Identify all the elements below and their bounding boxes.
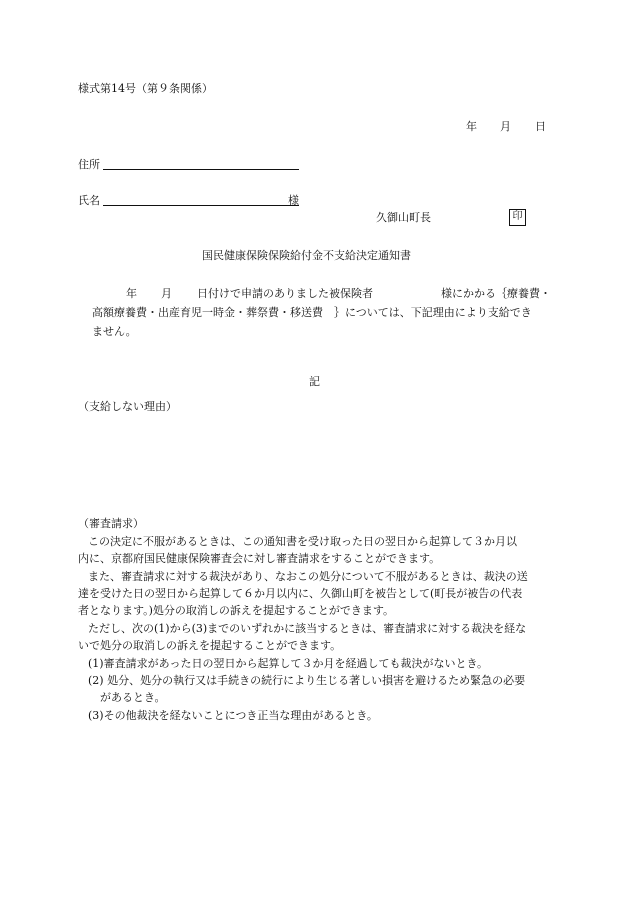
form-number: 様式第14号（第９条関係） [78, 82, 213, 95]
body-applied: 日付けで申請のありました被保険者 [197, 287, 373, 300]
body-month: 月 [161, 287, 172, 300]
appeal-item-1: (1)審査請求があった日の翌日から起算して３か月を経過しても裁決がないとき。 [88, 657, 489, 670]
appeal-item-2-cont: があるとき。 [100, 691, 166, 704]
body-year: 年 [126, 287, 137, 300]
address-underline [103, 169, 299, 170]
date-day: 日 [535, 120, 546, 133]
appeal-line: 内に、京都府国民健康保険審査会に対し審査請求をすることができます。 [78, 552, 441, 565]
document-title: 国民健康保険保険給付金不支給決定通知書 [202, 249, 411, 262]
appeal-line: この決定に不服があるときは、この通知書を受け取った日の翌日から起算して３か月以 [88, 535, 517, 548]
name-underline [103, 205, 299, 206]
appeal-heading: （審査請求） [78, 517, 144, 530]
address-label: 住所 [78, 158, 100, 171]
seal-stamp [509, 209, 526, 226]
name-label: 氏名 [78, 194, 100, 207]
appeal-line: いで処分の取消しの訴えを提起することができます。 [78, 639, 342, 652]
date-year: 年 [466, 120, 477, 133]
appeal-line: 達を受けた日の翌日から起算して６か月以内に、久御山町を被告として(町長が被告の代表 [78, 587, 523, 600]
appeal-line: また、審査請求に対する裁決があり、なおこの処分について不服があるときは、裁決の送 [88, 570, 528, 583]
appeal-item-3: (3)その他裁決を経ないことにつき正当な理由があるとき。 [88, 709, 378, 722]
appeal-line: ただし、次の(1)から(3)までのいずれかに該当するときは、審査請求に対する裁決を経な [88, 622, 527, 635]
ki-heading: 記 [309, 375, 320, 388]
body-line-3: ません。 [92, 325, 137, 338]
date-month: 月 [500, 120, 511, 133]
body-sama: 様にかかる｛療養費・ [441, 287, 551, 300]
name-suffix: 様 [288, 194, 299, 207]
body-line-2: 高額療養費・出産育児一時金・葬祭費・移送費 ｝については、下記理由により支給でき [92, 306, 532, 319]
appeal-line: 者となります。)処分の取消しの訴えを提起することができます。 [78, 604, 395, 617]
issuer-title: 久御山町長 [376, 211, 431, 224]
reason-heading: （支給しない理由） [78, 400, 177, 413]
seal-char: 印 [512, 211, 523, 222]
appeal-item-2: (2) 処分、処分の執行又は手続きの続行により生じる著しい損害を避けるため緊急の必要 [88, 674, 526, 687]
